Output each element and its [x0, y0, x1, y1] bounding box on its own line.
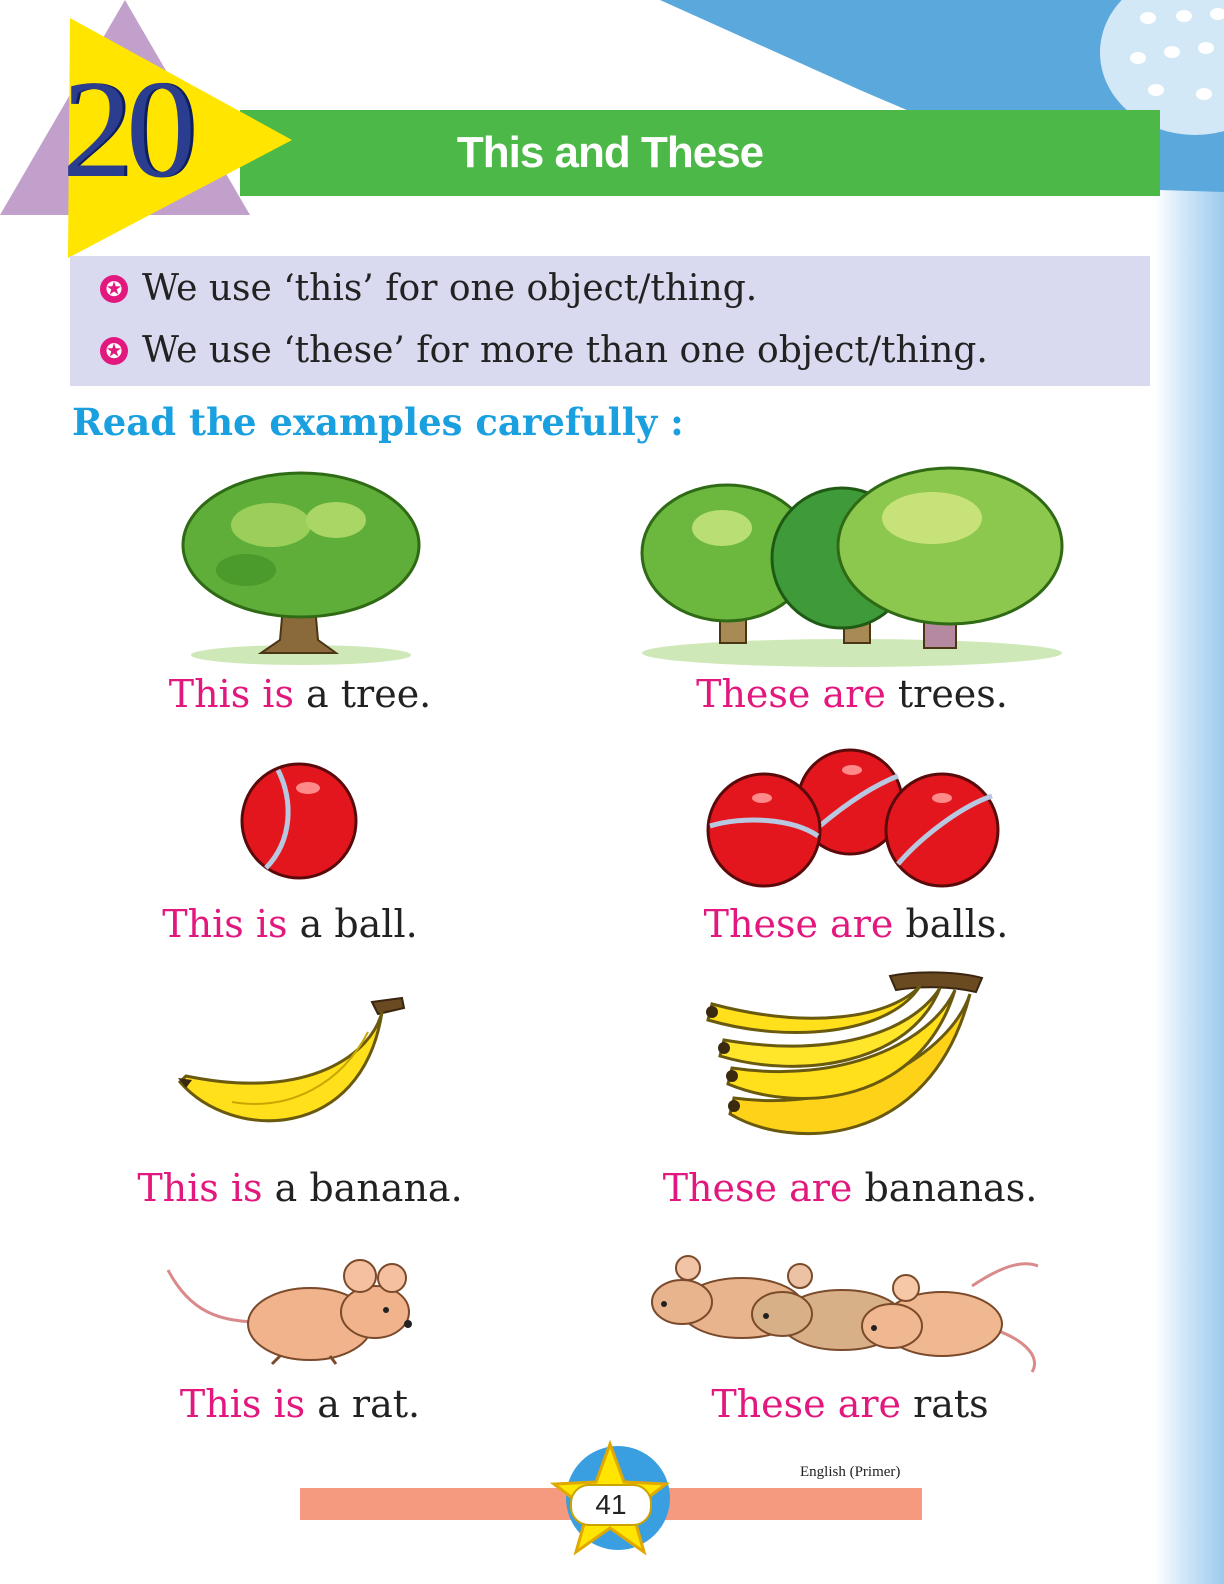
caption-rest: balls.: [893, 902, 1009, 946]
rat-icon: [160, 1252, 426, 1370]
section-heading: Read the examples carefully :: [72, 400, 684, 444]
caption-rest: rats: [901, 1382, 989, 1426]
rats-icon: [642, 1246, 1052, 1376]
example-caption-plural: [696, 672, 1008, 716]
caption-rest: a rat.: [305, 1382, 421, 1426]
highlight-phrase: These are: [662, 1166, 853, 1210]
highlight-phrase: These are: [696, 672, 886, 716]
rule-text: We use ‘this’ for one object/thing.: [142, 268, 758, 309]
banana-icon: [172, 992, 422, 1142]
example-caption-plural: [704, 902, 1009, 946]
rule-item: [100, 268, 757, 309]
chapter-number: 20: [62, 52, 190, 207]
caption-rest: bananas.: [852, 1166, 1038, 1210]
tree-icon: [176, 465, 426, 670]
rule-item: [100, 330, 988, 371]
caption-rest: trees.: [885, 672, 1008, 716]
example-caption-singular: [169, 672, 432, 716]
caption-rest: a tree.: [293, 672, 432, 716]
highlight-phrase: This is: [168, 672, 294, 716]
highlight-phrase: This is: [179, 1382, 306, 1426]
chapter-title: This and These: [456, 128, 764, 177]
bananas-icon: [700, 964, 990, 1150]
ball-icon: [238, 760, 360, 882]
star-bullet-icon: ✪: [100, 337, 128, 365]
page-number: 41: [570, 1484, 652, 1526]
caption-rest: a ball.: [287, 902, 418, 946]
example-caption-plural: [663, 1166, 1038, 1210]
highlight-phrase: These are: [703, 902, 894, 946]
highlight-phrase: This is: [137, 1166, 263, 1210]
footer-book-title: English (Primer): [800, 1464, 901, 1480]
example-caption-singular: [162, 902, 417, 946]
balls-icon: [702, 746, 1002, 888]
example-caption-singular: [180, 1382, 420, 1426]
highlight-phrase: These are: [711, 1382, 902, 1426]
rules-box: [70, 256, 1150, 386]
star-bullet-icon: ✪: [100, 275, 128, 303]
caption-rest: a banana.: [262, 1166, 463, 1210]
highlight-phrase: This is: [162, 902, 288, 946]
trees-icon: [632, 458, 1072, 673]
example-caption-singular: [137, 1166, 462, 1210]
rule-text: We use ‘these’ for more than one object/thing.: [142, 330, 988, 371]
example-caption-plural: [711, 1382, 988, 1426]
page-edge-strip: [1154, 0, 1224, 1584]
